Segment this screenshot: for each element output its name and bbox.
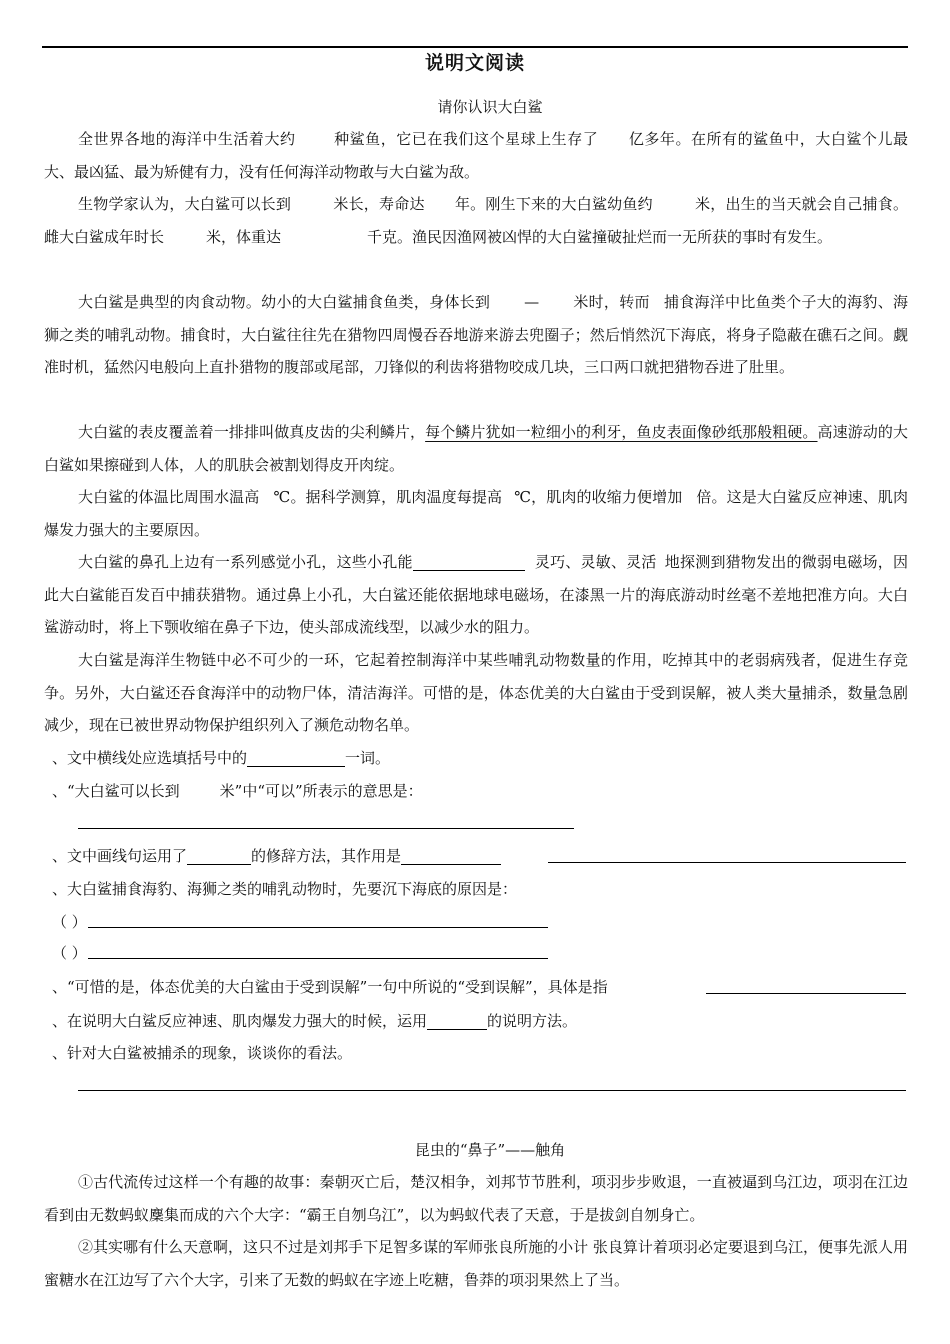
question-4-option-1: （ ）	[52, 913, 87, 931]
answer-line[interactable]	[548, 862, 906, 863]
paragraph-5: 大白鲨的体温比周围水温高 ℃。据科学测算，肌肉温度每提高 ℃，肌肉的收缩力便增加 倍。这是大白鲨反应神速、肌肉爆发力强大的主要原因。	[44, 488, 908, 539]
question-2: 、“大白鲨可以长到 米”中“可以”所表示的意思是：	[52, 782, 423, 800]
question-3: 、文中画线句运用了 的修辞方法，其作用是	[52, 846, 501, 866]
question-4-option-2: （ ）	[52, 944, 87, 962]
paragraph-6: 大白鲨的鼻孔上边有一系列感觉小孔，这些小孔能 灵巧、灵敏、灵活 地探测到猎物发出的微弱电磁场，因此大白鲨能百发百中捕获猎物。通过鼻上小孔，大白鲨还能依据地球电磁场，在漆黑一片的海底游动时丝毫不差地把准方向。大白鲨游动时，将上下颚收缩在鼻子下边，使头部成流线型，以减少水的阻力。	[44, 553, 908, 636]
answer-line[interactable]	[88, 927, 548, 928]
page-title: 说明文阅读	[424, 52, 525, 74]
answer-blank[interactable]	[427, 1011, 487, 1030]
article-title: 请你认识大白鲨	[437, 98, 543, 116]
answer-line[interactable]	[88, 958, 548, 959]
question-7: 、针对大白鲨被捕杀的现象，谈谈你的看法。	[52, 1044, 353, 1062]
article-2-title: 昆虫的“鼻子”——触角	[414, 1141, 566, 1159]
paragraph-2: 生物学家认为，大白鲨可以长到 米长，寿命达 年。刚生下来的大白鲨幼鱼约 米，出生的当天就会自己捕食。雌大白鲨成年时长 米，体重达 千克。渔民因渔网被凶悍的大白鲨撞破扯烂而一无所获的事时有发生。	[44, 195, 908, 246]
answer-blank[interactable]	[247, 748, 345, 767]
question-4: 、大白鲨捕食海豹、海狮之类的哺乳动物时，先要沉下海底的原因是：	[52, 880, 518, 898]
question-1: 、文中横线处应选填括号中的 一词。	[52, 749, 391, 767]
answer-line[interactable]	[78, 828, 574, 829]
question-5: 、“可惜的是，体态优美的大白鲨由于受到误解”一句中所说的“受到误解”，具体是指	[52, 978, 608, 996]
underlined-sentence: 每个鳞片犹如一粒细小的利牙，鱼皮表面像砂纸那般粗硬。	[425, 423, 818, 441]
paragraph-3: 大白鲨是典型的肉食动物。幼小的大白鲨捕食鱼类，身体长到 — 米时，转而 捕食海洋中比鱼类个子大的海豹、海狮之类的哺乳动物。捕食时，大白鲨往往先在猎物四周慢吞吞地游来游去兜圈子；然后悄然沉下海底，将身子隐蔽在礁石之间。觑准时机，猛然闪电般向上直扑猎物的腹部或尾部，刀锋似的利齿将猎物咬成几块，三口两口就把猎物吞进了肚里。	[44, 293, 908, 376]
answer-blank[interactable]	[401, 846, 501, 865]
answer-line[interactable]	[78, 1090, 906, 1091]
article-2-paragraph-1: ①古代流传过这样一个有趣的故事：秦朝灭亡后，楚汉相争，刘邦节节胜利，项羽步步败退，一直被逼到乌江边，项羽在江边看到由无数蚂蚁麇集而成的六个大字：“霸王自刎乌江”，以为蚂蚁代表了天意，于是拔剑自刎身亡。	[44, 1173, 908, 1224]
article-2-paragraph-2: ②其实哪有什么天意啊，这只不过是刘邦手下足智多谋的军师张良所施的小计 张良算计着项羽必定要退到乌江，便事先派人用蜜糖水在江边写了六个大字，引来了无数的蚂蚁在字迹上吃糖，鲁莽的项羽果然上了当。	[44, 1238, 908, 1289]
answer-blank[interactable]	[187, 846, 251, 865]
question-6: 、在说明大白鲨反应神速、肌肉爆发力强大的时候，运用 的说明方法。	[52, 1012, 578, 1030]
paragraph-1: 全世界各地的海洋中生活着大约 种鲨鱼，它已在我们这个星球上生存了 亿多年。在所有的鲨鱼中，大白鲨个儿最大、最凶猛、最为矫健有力，没有任何海洋动物敢与大白鲨为敌。	[44, 130, 908, 181]
paragraph-7: 大白鲨是海洋生物链中必不可少的一环，它起着控制海洋中某些哺乳动物数量的作用，吃掉其中的老弱病残者，促进生存竞争。另外，大白鲨还吞食海洋中的动物尸体，清洁海洋。可惜的是，体态优美的大白鲨由于受到误解，被人类大量捕杀，数量急剧减少，现在已被世界动物保护组织列入了濒危动物名单。	[44, 651, 908, 734]
paragraph-4: 大白鲨的表皮覆盖着一排排叫做真皮齿的尖利鳞片，每个鳞片犹如一粒细小的利牙，鱼皮表面像砂纸那般粗硬。高速游动的大白鲨如果擦碰到人体，人的肌肤会被割划得皮开肉绽。	[44, 423, 908, 474]
answer-line[interactable]	[706, 993, 906, 994]
answer-blank[interactable]	[413, 552, 525, 571]
